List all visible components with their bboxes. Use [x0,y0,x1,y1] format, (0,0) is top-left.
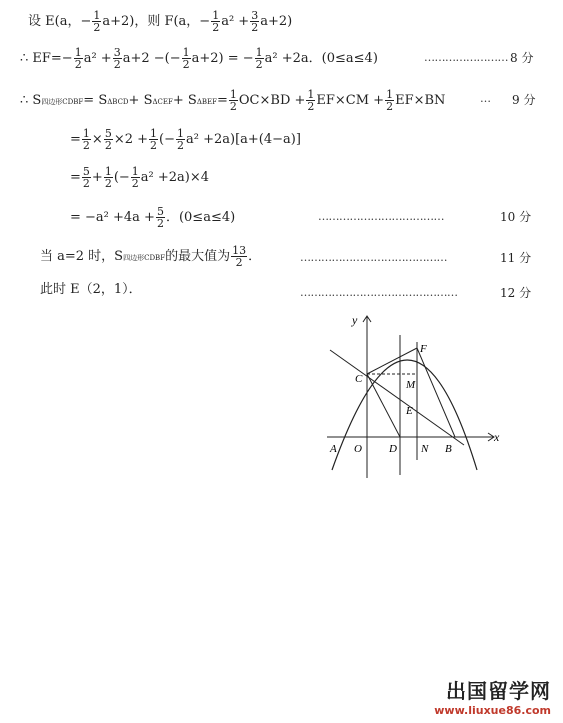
text: = −a² +4a + [70,210,155,225]
line-step2 [70,166,209,189]
fraction [104,128,113,151]
numerator: 13 [232,244,247,257]
text: (− [159,132,175,147]
text: a² +2a)[a+(4−a)] [185,132,301,147]
denominator: 2 [176,139,184,152]
denominator: 2 [82,139,90,152]
numerator: 1 [93,9,101,22]
label-d: D [389,443,397,455]
subscript: ΔBCD [107,98,129,106]
text: a+2 −(− [122,51,181,66]
numerator: 1 [307,88,315,101]
denominator: 2 [93,21,101,34]
fraction [250,10,259,33]
numerator: 1 [82,127,90,140]
line-set-e [28,10,292,33]
fraction [231,245,247,268]
fraction [82,166,91,189]
denominator: 2 [255,58,263,71]
denominator: 2 [307,100,315,113]
score-label: 9 分 [512,93,536,107]
text: ×2 + [113,132,149,147]
fraction [211,10,220,33]
subscript: 四边形CDBF [123,254,166,262]
denominator: 2 [131,177,139,190]
fraction [306,89,315,112]
text: = [216,93,228,108]
label-n: N [421,443,429,455]
denominator: 2 [104,177,112,190]
label-o: O [354,443,362,455]
text: = [70,170,81,185]
numerator: 3 [113,46,121,59]
text: a² +2a)×4 [140,170,210,185]
denominator: 2 [212,21,220,34]
text: ∴ S [20,93,42,108]
text: a+2)，则 F(a，− [102,14,211,29]
denominator: 2 [251,21,259,34]
line-max-value [40,245,261,268]
segment-cd [367,374,400,437]
leader-dots: …………………………………… [300,251,447,264]
numerator: 1 [255,46,263,59]
fraction [149,128,158,151]
text: a+2) = − [191,51,254,66]
fraction [113,47,122,70]
label-x: x [494,430,500,444]
watermark-url: www.liuxue86.com [434,704,551,717]
text: ∴ EF=− [20,51,73,66]
line-step1 [70,128,301,151]
numerator: 3 [251,9,259,22]
text: + S [128,93,153,108]
text: EF×BN [395,93,446,108]
label-b: B [445,443,452,455]
label-f: F [420,343,427,355]
text: 当 a=2 时，S [40,249,124,264]
line-ef [20,47,378,70]
leader-dots: … [480,92,491,105]
fraction [156,206,165,229]
fraction [385,89,394,112]
label-c: C [355,373,363,385]
denominator: 2 [104,139,112,152]
label-e: E [406,405,413,417]
subscript: 四边形CDBF [41,98,84,106]
numerator: 1 [104,165,112,178]
text: OC×BD + [238,93,306,108]
numerator: 1 [212,9,220,22]
denominator: 2 [229,100,237,113]
label-y: y [352,313,358,327]
fraction [131,166,140,189]
segment-cf [367,348,417,374]
text: a² +2a．(0≤a≤4) [264,51,378,66]
numerator: 1 [131,165,139,178]
text: = S [83,93,108,108]
watermark-title: 出国留学网 [446,679,551,703]
fraction [74,47,83,70]
score-label: 11 分 [500,251,532,265]
fraction [92,10,101,33]
text: + S [172,93,197,108]
text: ． [248,249,262,264]
text: a² + [83,51,112,66]
fraction [182,47,191,70]
text: 设 E(a，− [28,14,92,29]
text: ．(0≤a≤4) [165,210,236,225]
watermark [434,675,551,717]
numerator: 5 [82,165,90,178]
text: a+2) [260,14,293,29]
text: a² + [221,14,250,29]
text: + [91,170,103,185]
fraction [176,128,185,151]
score-label: 12 分 [500,286,532,300]
score-label: 10 分 [500,210,532,224]
denominator: 2 [74,58,82,71]
fraction [255,47,264,70]
subscript: ΔBEF [196,98,217,106]
denominator: 2 [156,217,164,230]
denominator: 2 [113,58,121,71]
denominator: 2 [150,139,158,152]
leader-dots: ……………………………………… [300,286,458,299]
line-area-sum [20,89,445,112]
denominator: 2 [82,177,90,190]
denominator: 2 [235,256,243,269]
segment-fb [417,348,455,437]
numerator: 1 [150,127,158,140]
numerator: 1 [182,46,190,59]
subscript: ΔCEF [152,98,173,106]
text: EF×CM + [316,93,385,108]
text: × [91,132,103,147]
denominator: 2 [386,100,394,113]
numerator: 1 [74,46,82,59]
label-a: A [330,443,337,455]
numerator: 5 [156,205,164,218]
line-point-e [40,282,142,298]
text: = [70,132,81,147]
label-m: M [406,379,416,391]
leader-dots: …………………… [424,51,508,64]
numerator: 5 [104,127,112,140]
geometry-figure [322,310,507,480]
numerator: 1 [229,88,237,101]
fraction [82,128,91,151]
numerator: 1 [176,127,184,140]
denominator: 2 [182,58,190,71]
fraction [229,89,238,112]
fraction [104,166,113,189]
text: 此时 E（2，1）． [40,282,142,297]
line-step3 [70,206,235,229]
text: 的最大值为 [165,249,231,264]
text: (− [113,170,130,185]
leader-dots: ……………………………… [318,210,444,223]
numerator: 1 [386,88,394,101]
score-label: 8 分 [510,51,534,65]
